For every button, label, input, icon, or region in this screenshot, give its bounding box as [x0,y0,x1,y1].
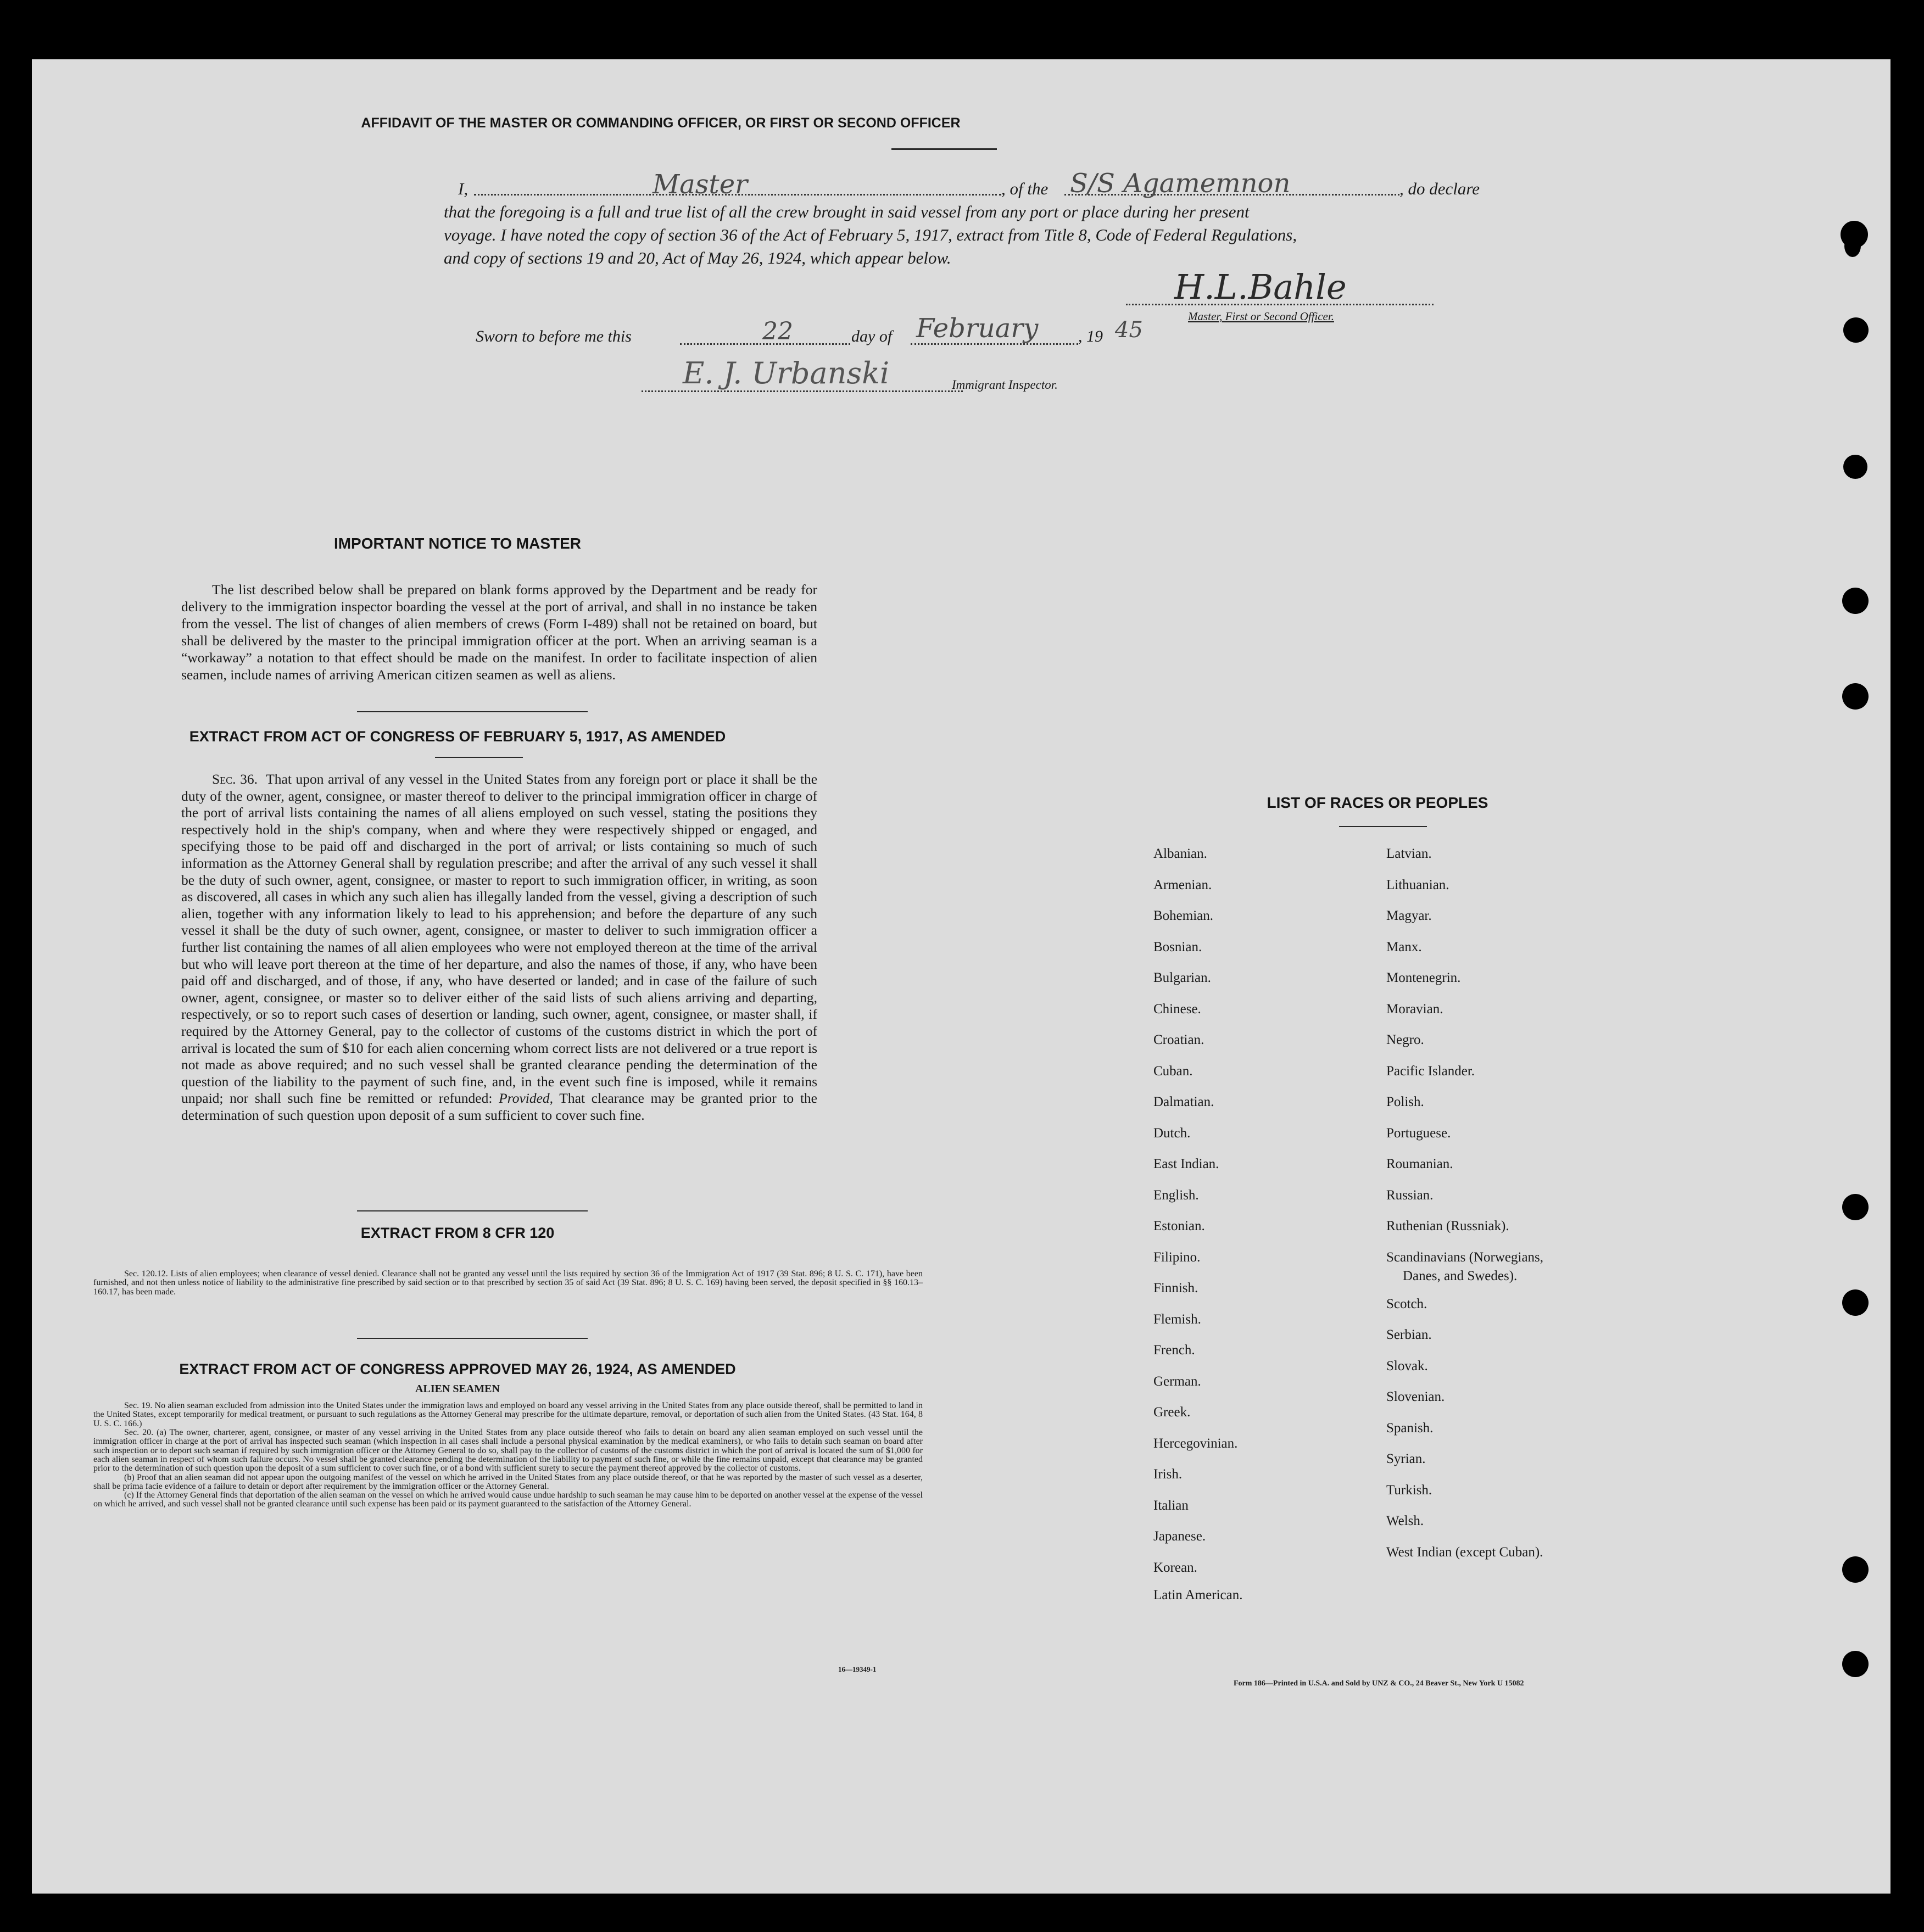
cfr-body: Sec. 120.12. Lists of alien employees; when clearance of vessel denied. Clearance shall not be granted any vessel until the lists required by section 36 of the Immigration Act of 1917 (39 Stat. 896; 8 U. S. C. 171), have been furnished, and not then unless notice of liability to the administrative fine prescribed by said section or to that prescribed by section 35 of said Act (39 Stat. 896; 8 U. S. C. 169) having been served, the deposit specified in §§ 160.13–160.17, has been made. [93,1269,923,1297]
race-item: Irish. [1153,1467,1183,1482]
year-handwriting: 45 [1115,317,1143,343]
race-item: Pacific Islander. [1386,1063,1475,1079]
year-prefix: , 19 [1078,327,1103,345]
race-item: Latvian. [1386,846,1432,861]
sec-20a-text: Sec. 20. (a) The owner, charterer, agent, consignee, or master of any vessel arriving in the United States from any place outside thereof who fails to detain on board any alien seaman employed on such vessel until the immigration officer in charge at the port of arrival has inspected such seaman (which inspection in all cases shall include a personal physical examination by the medical examiners), or who fails to detain such seaman on board after such inspection or to deport such seaman if required by such immigration officer or the Attorney General to do so, shall pay to the collector of customs of the customs district in which the port of arrival is located the sum of $1,000 for each alien seaman in respect of whom such failure occurs. No vessel shall be granted clearance pending the determination of the liability to payment of such fine, or while the fine remains unpaid, except that clearance may be granted prior to the determination of such question upon the deposit of a sum sufficient to cover such fine, or of a bond with sufficient surety to secure the payment thereof approved by the collector of customs. [93,1427,923,1473]
title-divider [891,148,997,150]
race-item: Greek. [1153,1405,1191,1420]
race-item: Estonian. [1153,1219,1205,1233]
sec-36-text: That upon arrival of any vessel in the United States from any foreign port or place it shall be the duty of the owner, agent, consignee, or master thereof to deliver to the principal immigration officer in charge of the port of arrival lists containing the names of all aliens employed on such vessel, stating the positions they respectively hold in the ship's company, when and where they were respectively shipped or engaged, and specifying those to be paid off and discharged in the port of arrival; or lists containing so much of such information as the Attorney General shall by regulation prescribe; and after the arrival of any such vessel it shall be the duty of such owner, agent, consignee, or master to report to such immigration officer, in writing, as soon as discovered, all cases in which any such alien has illegally landed from the vessel, giving a description of such alien, together with any information likely to lead to his apprehension; and before the departure of any such vessel it shall be the duty of such owner, agent, consignee, or master to deliver to such immigration officer a further list containing the names of all alien employees who were not employed thereon at the time of the arrival but who will leave port thereon at the time of her departure, and also the names of those, if any, who have been paid off and discharged, and of those, if any, who have deserted or landed; and in case of the failure of such owner, agent, consignee, or master so to deliver either of the said lists of such aliens arriving and departing, respectively, or so to report such cases of desertion or landing, such owner, agent, consignee, or master shall, if required by the Attorney General, pay to the collector of customs of the customs district in which the port of arrival is located the sum of $10 for each alien concerning whom correct lists are not delivered or a true report is not made as above required; and no such vessel shall be granted clearance pending the determination of the question of the liability to the payment of such fine, and, in the event such fine is imposed, while it remains unpaid; nor shall such fine be remitted or refunded: [181,771,818,1107]
binder-hole [1843,455,1867,479]
race-item: Serbian. [1386,1327,1432,1343]
race-item: East Indian. [1153,1157,1219,1171]
form-footer: Form 186—Printed in U.S.A. and Sold by UNZ & CO., 24 Beaver St., New York U 15082 [1234,1679,1524,1688]
race-item: Finnish. [1153,1281,1198,1296]
race-item: Armenian. [1153,877,1212,892]
race-item: Albanian. [1153,846,1207,861]
inspector-line [642,390,963,392]
officer-handwriting: Master [653,169,748,200]
race-item: Italian [1153,1498,1189,1513]
inspector-signature: E. J. Urbanski [683,356,890,390]
races-divider [1339,826,1427,827]
race-item: Korean. [1153,1560,1197,1575]
affidavit-title: AFFIDAVIT OF THE MASTER OR COMMANDING OFFICER, OR FIRST OR SECOND OFFICER [361,115,961,131]
binder-hole [1842,1556,1869,1583]
race-item: Spanish. [1386,1420,1434,1436]
race-item: German. [1153,1373,1201,1389]
day-handwriting: 22 [762,317,793,345]
vessel-handwriting: S/S Agamemnon [1070,168,1291,199]
race-item: French. [1153,1343,1195,1358]
day-of-text: day of [851,327,893,345]
binder-hole [1842,683,1869,710]
month-handwriting: February [916,313,1039,344]
race-item: Bosnian. [1153,939,1202,954]
race-item: Polish. [1386,1095,1424,1109]
race-item: Slovak. [1386,1358,1428,1373]
extract-1924-heading: EXTRACT FROM ACT OF CONGRESS APPROVED MAY 26, 1924, AS AMENDED [179,1361,736,1377]
race-item: Magyar. [1386,908,1432,923]
race-item: Croatian. [1153,1032,1204,1047]
binder-hole [1843,317,1869,343]
race-item: Turkish. [1386,1482,1432,1498]
race-item: Dalmatian. [1153,1095,1214,1109]
extract-1917-body [181,771,817,1124]
race-item: Welsh. [1386,1514,1424,1529]
cfr-heading: EXTRACT FROM 8 CFR 120 [360,1225,555,1241]
master-signature: H.L.Bahle [1174,267,1347,307]
race-item: Moravian. [1386,1001,1443,1017]
race-item: Montenegrin. [1386,970,1461,985]
race-item: English. [1153,1187,1199,1203]
affidavit-i: I, [458,179,469,198]
notice-divider [357,711,588,712]
sec-36-label: Sec. 36. [212,771,258,787]
affidavit-line-4: and copy of sections 19 and 20, Act of May 26, 1924, which appear below. [444,248,951,267]
extract-1917-heading: EXTRACT FROM ACT OF CONGRESS OF FEBRUARY 5, 1917, AS AMENDED [189,728,726,745]
race-item: Manx. [1386,939,1422,954]
affidavit-line-2: that the foregoing is a full and true list of all the crew brought in said vessel from any port or place during her present [444,202,1250,221]
notice-body: The list described below shall be prepared on blank forms approved by the Department and be ready for delivery to the immigration inspector boarding the vessel at the port of arrival, and shall in no instance be taken from the vessel. The list of changes of alien members of crews (Form I-489) shall not be retained on board, but shall be delivered by the master to the principal immigration officer at the port. When an arriving seaman is a “workaway” a notation to that effect should be made on the manifest. In order to facilitate inspection of alien seamen, include names of arriving American citizen seamen as well as aliens. [181,582,817,683]
notice-heading: IMPORTANT NOTICE TO MASTER [333,535,582,552]
race-item: Russian. [1386,1187,1434,1203]
race-item: Japanese. [1153,1529,1206,1544]
signature-caption: Master, First or Second Officer. [1188,310,1334,323]
race-item: Syrian. [1386,1451,1426,1467]
binder-hole [1842,1194,1869,1220]
race-item: Bohemian. [1153,908,1214,923]
race-item: Scandinavians (Norwegians, [1386,1249,1544,1265]
document-page [32,59,1890,1894]
race-item: Dutch. [1153,1125,1191,1141]
provided-word: Provided, [499,1090,554,1107]
race-item: West Indian (except Cuban). [1386,1544,1543,1560]
alien-seamen-subheading: ALIEN SEAMEN [415,1383,500,1395]
binder-hole [1842,1289,1869,1316]
race-item: Danes, and Swedes). [1403,1268,1518,1283]
extract-1917-divider [435,757,523,758]
cfr-divider [357,1338,588,1339]
race-item: Hercegovinian. [1153,1436,1238,1451]
binder-hole [1844,235,1861,257]
race-item: Bulgarian. [1153,970,1211,985]
extract-1924-body [93,1401,923,1509]
do-declare-text: , do declare [1399,179,1480,198]
race-item: Flemish. [1153,1311,1201,1327]
race-item: Latin American. [1153,1588,1243,1602]
sec-20c-text: (c) If the Attorney General finds that deportation of the alien seaman on the vessel on which he arrived would cause undue hardship to such seaman he may cause him to be deported on another vessel at the expense of the vessel on which he arrived, and such vessel shall not be granted clearance until such expense has been paid or its payment guaranteed to the satisfaction of the Attorney General. [93,1490,923,1509]
race-item: Roumanian. [1386,1157,1453,1171]
race-item: Cuban. [1153,1063,1193,1079]
races-heading: LIST OF RACES OR PEOPLES [1267,794,1488,811]
sworn-text: Sworn to before me this [476,327,632,345]
sec-36-text-end: That clearance may be granted prior to the determination of such question upon deposit of a sum sufficient to cover such fine. [181,1090,817,1123]
race-item: Chinese. [1153,1001,1201,1017]
of-the-text: , of the [1001,179,1049,198]
sec-20b-text: (b) Proof that an alien seaman did not appear upon the outgoing manifest of the vessel on which he arrived in the United States from any place outside thereof, or that he was reported by the master of such vessel as a deserter, shall be prima facie evidence of a failure to detain or deport after requirement by the immigration officer or the Attorney General. [93,1472,923,1491]
sec-19-text: Sec. 19. No alien seaman excluded from admission into the United States under the immigration laws and employed on board any vessel arriving in the United States from any place outside thereof, shall be permitted to land in the United States, except temporarily for medical treatment, or pursuant to such regulations as the Attorney General may prescribe for the ultimate departure, removal, or deportation of such alien from the United States. (43 Stat. 164, 8 U. S. C. 166.) [93,1401,923,1428]
inspector-caption: Immigrant Inspector. [952,378,1058,392]
race-item: Portuguese. [1386,1125,1451,1141]
extract-1917-end-divider [357,1210,588,1211]
binder-hole [1842,1651,1869,1677]
race-item: Filipino. [1153,1249,1201,1265]
print-code: 16—19349-1 [838,1665,877,1673]
race-item: Ruthenian (Russniak). [1386,1219,1509,1233]
race-item: Scotch. [1386,1296,1427,1311]
affidavit-line-3: voyage. I have noted the copy of section 36 of the Act of February 5, 1917, extract from Title 8, Code of Federal Regulations, [444,225,1297,244]
race-item: Negro. [1386,1032,1424,1047]
race-item: Slovenian. [1386,1389,1445,1405]
binder-hole [1842,588,1869,614]
race-item: Lithuanian. [1386,877,1449,892]
